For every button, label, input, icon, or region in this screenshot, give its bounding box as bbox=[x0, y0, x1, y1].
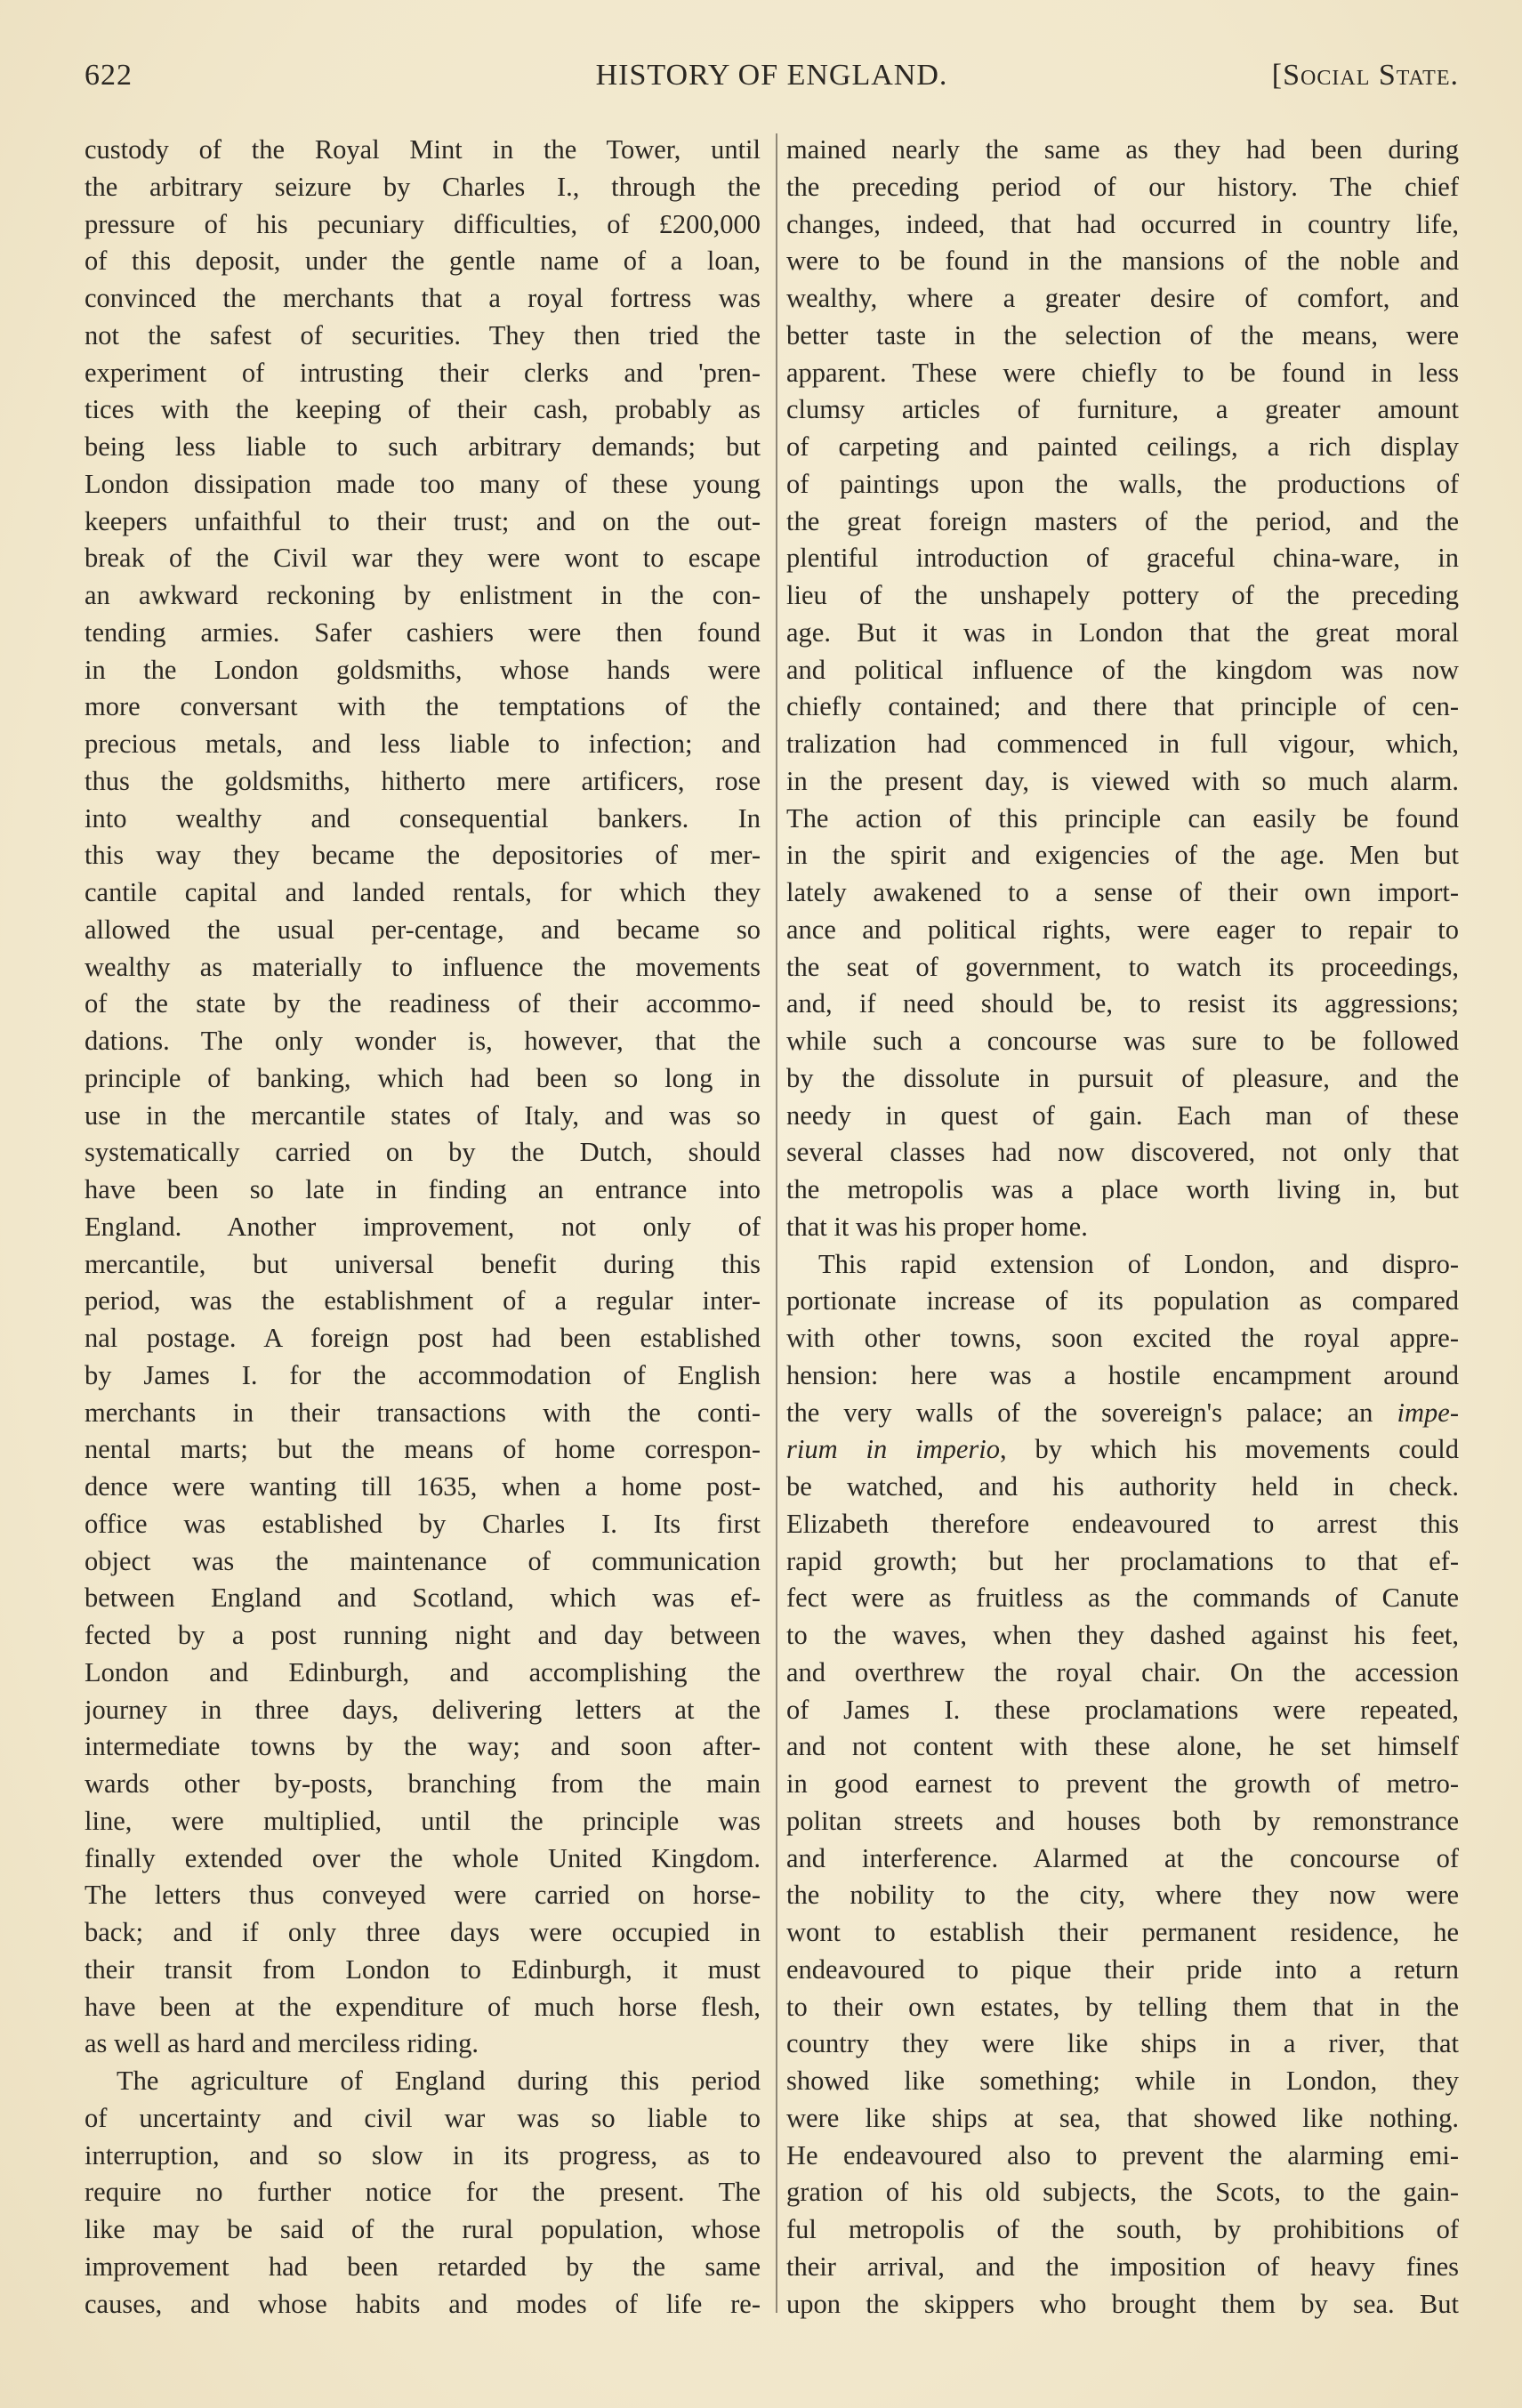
text-line: age. But it was in London that the great moral bbox=[786, 616, 1459, 648]
text-line: Elizabeth therefore endeavoured to arrest this bbox=[786, 1508, 1459, 1539]
text-line: clumsy articles of furniture, a greater amount bbox=[786, 394, 1459, 425]
text-line: experiment of intrusting their clerks and 'pren- bbox=[85, 357, 761, 388]
text-line: wont to establish their permanent residence, he bbox=[786, 1917, 1459, 1947]
text-line: the nobility to the city, where they now were bbox=[786, 1880, 1459, 1911]
text-line: London and Edinburgh, and accomplishing the bbox=[85, 1656, 761, 1687]
text-line: custody of the Royal Mint in the Tower, until bbox=[85, 134, 761, 165]
text-line: as well as hard and merciless riding. bbox=[85, 2028, 479, 2059]
text-line: wealthy as materially to influence the movements bbox=[85, 951, 761, 982]
text-line: being less liable to such arbitrary demands; but bbox=[85, 431, 761, 462]
text-line: in the London goldsmiths, whose hands were bbox=[85, 654, 761, 685]
text-line: The letters thus conveyed were carried on horse- bbox=[85, 1880, 761, 1911]
text-line: the arbitrary seizure by Charles I., through the bbox=[85, 171, 761, 202]
text-line: England. Another improvement, not only of bbox=[85, 1211, 761, 1242]
text-line: period, was the establishment of a regular inter- bbox=[85, 1285, 761, 1317]
text-line: this way they became the depositories of mer- bbox=[85, 840, 761, 871]
text-line: pressure of his pecuniary difficulties, of £200,000 bbox=[85, 208, 761, 239]
text-line: systematically carried on by the Dutch, should bbox=[85, 1137, 761, 1168]
text-line: merchants in their transactions with the conti- bbox=[85, 1397, 761, 1428]
text-line: the great foreign masters of the period, and the bbox=[786, 505, 1459, 536]
text-line: line, were multiplied, until the principle was bbox=[85, 1805, 761, 1836]
text-line: have been at the expenditure of much horse flesh, bbox=[85, 1991, 761, 2022]
text-line: the metropolis was a place worth living in, but bbox=[786, 1174, 1459, 1204]
text-line: fected by a post running night and day between bbox=[85, 1620, 761, 1650]
paragraph bbox=[85, 2063, 761, 2323]
running-title: HISTORY OF ENGLAND. bbox=[595, 59, 948, 92]
text-line: like may be said of the rural population, whose bbox=[85, 2214, 761, 2244]
text-line: not the safest of securities. They then tried the bbox=[85, 319, 761, 350]
running-header bbox=[85, 59, 1459, 100]
text-line: The action of this principle can easily be found bbox=[786, 802, 1459, 834]
paragraph bbox=[786, 132, 1459, 1246]
text-line: and, if need should be, to resist its aggressions; bbox=[786, 988, 1459, 1019]
text-run: , by which his movements could bbox=[999, 1434, 1459, 1465]
text-line: of James I. these proclamations were repeated, bbox=[786, 1694, 1459, 1725]
text-line: upon the skippers who brought them by sea. But bbox=[786, 2288, 1459, 2319]
text-line: of this deposit, under the gentle name of a loan, bbox=[85, 246, 761, 277]
section-title: [Social State. bbox=[1271, 59, 1459, 92]
text-line: several classes had now discovered, not only that bbox=[786, 1137, 1459, 1168]
text-line: portionate increase of its population as compared bbox=[786, 1285, 1459, 1317]
text-line: the seat of government, to watch its proceedings, bbox=[786, 951, 1459, 982]
text-line: mercantile, but universal benefit during this bbox=[85, 1248, 761, 1279]
text-line: gration of his old subjects, the Scots, to the gain- bbox=[786, 2177, 1459, 2208]
text-line: tices with the keeping of their cash, probably as bbox=[85, 394, 761, 425]
text-line: convinced the merchants that a royal fortress was bbox=[85, 283, 761, 313]
text-line: wealthy, where a greater desire of comfort, and bbox=[786, 283, 1459, 313]
text-line: were like ships at sea, that showed like nothing. bbox=[786, 2102, 1459, 2133]
text-line: mained nearly the same as they had been during bbox=[786, 134, 1459, 165]
text-line: back; and if only three days were occupied in bbox=[85, 1917, 761, 1947]
text-line: more conversant with the temptations of the bbox=[85, 691, 761, 722]
text-run: the very walls of the sovereign's palace; an bbox=[786, 1397, 1397, 1428]
text-line: require no further notice for the present. The bbox=[85, 2177, 761, 2208]
text-line: improvement had been retarded by the same bbox=[85, 2251, 761, 2282]
text-line: This rapid extension of London, and dispro- bbox=[818, 1248, 1459, 1279]
text-line: intermediate towns by the way; and soon after- bbox=[85, 1731, 761, 1762]
text-line: their transit from London to Edinburgh, it must bbox=[85, 1953, 761, 1985]
text-line: that it was his proper home. bbox=[786, 1211, 1088, 1242]
text-line: finally extended over the whole United Kingdom. bbox=[85, 1842, 761, 1873]
text-line: object was the maintenance of communication bbox=[85, 1545, 761, 1576]
paragraph bbox=[85, 132, 761, 2063]
text-line: and political influence of the kingdom was now bbox=[786, 654, 1459, 685]
text-line: keepers unfaithful to their trust; and on the out- bbox=[85, 505, 761, 536]
text-line: and interference. Alarmed at the concourse of bbox=[786, 1842, 1459, 1873]
text-line: plentiful introduction of graceful china-ware, in bbox=[786, 543, 1459, 574]
text-line: He endeavoured also to prevent the alarming emi- bbox=[786, 2139, 1459, 2170]
text-line: precious metals, and less liable to infection; and bbox=[85, 729, 761, 759]
text-line: fect were as fruitless as the commands of Canute bbox=[786, 1583, 1459, 1614]
text-line: tralization had commenced in full vigour, which, bbox=[786, 729, 1459, 759]
text-line: allowed the usual per-centage, and became so bbox=[85, 914, 761, 945]
text-line: The agriculture of England during this period bbox=[117, 2066, 761, 2096]
text-line: to the waves, when they dashed against his feet, bbox=[786, 1620, 1459, 1650]
text-line: apparent. These were chiefly to be found in less bbox=[786, 357, 1459, 388]
text-line: cantile capital and landed rentals, for which they bbox=[85, 877, 761, 907]
text-line: politan streets and houses both by remonstrance bbox=[786, 1805, 1459, 1836]
text-line: ance and political rights, were eager to repair to bbox=[786, 914, 1459, 945]
text-line: while such a concourse was sure to be followed bbox=[786, 1026, 1459, 1056]
text-line: of the state by the readiness of their accommo- bbox=[85, 988, 761, 1019]
text-line: needy in quest of gain. Each man of these bbox=[786, 1099, 1459, 1131]
text-line: and overthrew the royal chair. On the accession bbox=[786, 1656, 1459, 1687]
text-line: in the present day, is viewed with so much alarm. bbox=[786, 765, 1459, 796]
text-line: country they were like ships in a river, that bbox=[786, 2028, 1459, 2059]
text-line: dations. The only wonder is, however, that the bbox=[85, 1026, 761, 1056]
text-line: lieu of the unshapely pottery of the preceding bbox=[786, 580, 1459, 610]
text-line: endeavoured to pique their pride into a return bbox=[786, 1953, 1459, 1985]
text-line: wards other by-posts, branching from the main bbox=[85, 1768, 761, 1799]
text-line bbox=[786, 1395, 1459, 1432]
text-line: nental marts; but the means of home correspon- bbox=[85, 1434, 761, 1465]
text-line: and not content with these alone, he set himself bbox=[786, 1731, 1459, 1762]
text-line: in the spirit and exigencies of the age. Men but bbox=[786, 840, 1459, 871]
text-line: causes, and whose habits and modes of life re- bbox=[85, 2288, 761, 2319]
text-line: better taste in the selection of the means, were bbox=[786, 319, 1459, 350]
text-line bbox=[786, 1431, 1459, 1469]
page-number: 622 bbox=[85, 59, 133, 92]
text-line: office was established by Charles I. Its first bbox=[85, 1508, 761, 1539]
text-line: rapid growth; but her proclamations to that ef- bbox=[786, 1545, 1459, 1576]
text-line: dence were wanting till 1635, when a home post- bbox=[85, 1471, 761, 1502]
text-line: be watched, and his authority held in check. bbox=[786, 1471, 1459, 1502]
italic-text: impe- bbox=[1397, 1397, 1459, 1428]
text-line: ful metropolis of the south, by prohibitions of bbox=[786, 2214, 1459, 2244]
text-line: between England and Scotland, which was ef- bbox=[85, 1583, 761, 1614]
text-line: lately awakened to a sense of their own import- bbox=[786, 877, 1459, 907]
text-line: by James I. for the accommodation of English bbox=[85, 1359, 761, 1390]
text-line: thus the goldsmiths, hitherto mere artificers, rose bbox=[85, 765, 761, 796]
text-line: an awkward reckoning by enlistment in the con- bbox=[85, 580, 761, 610]
text-line: journey in three days, delivering letters at the bbox=[85, 1694, 761, 1725]
text-line: of carpeting and painted ceilings, a rich display bbox=[786, 431, 1459, 462]
text-line: interruption, and so slow in its progress, as to bbox=[85, 2139, 761, 2170]
text-line: London dissipation made too many of these young bbox=[85, 468, 761, 499]
text-line: principle of banking, which had been so long in bbox=[85, 1062, 761, 1093]
paragraph bbox=[786, 1246, 1459, 2323]
text-line: have been so late in finding an entrance into bbox=[85, 1174, 761, 1204]
text-line: changes, indeed, that had occurred in country life, bbox=[786, 208, 1459, 239]
text-line: in good earnest to prevent the growth of metro- bbox=[786, 1768, 1459, 1799]
text-line: of paintings upon the walls, the productions of bbox=[786, 468, 1459, 499]
text-line: the preceding period of our history. The chief bbox=[786, 171, 1459, 202]
column-divider bbox=[776, 133, 777, 2313]
text-line: showed like something; while in London, they bbox=[786, 2066, 1459, 2096]
right-column bbox=[786, 132, 1459, 2323]
italic-text: rium in imperio bbox=[786, 1434, 1000, 1465]
text-line: into wealthy and consequential bankers. In bbox=[85, 802, 761, 834]
text-line: chiefly contained; and there that principle of cen- bbox=[786, 691, 1459, 722]
text-line: of uncertainty and civil war was so liable to bbox=[85, 2102, 761, 2133]
text-line: with other towns, soon excited the royal appre- bbox=[786, 1323, 1459, 1353]
text-line: break of the Civil war they were wont to escape bbox=[85, 543, 761, 574]
text-line: were to be found in the mansions of the noble and bbox=[786, 246, 1459, 277]
text-line: their arrival, and the imposition of heavy fines bbox=[786, 2251, 1459, 2282]
text-line: nal postage. A foreign post had been established bbox=[85, 1323, 761, 1353]
left-column bbox=[85, 132, 761, 2323]
text-line: by the dissolute in pursuit of pleasure, and the bbox=[786, 1062, 1459, 1093]
text-line: use in the mercantile states of Italy, and was so bbox=[85, 1099, 761, 1131]
text-line: hension: here was a hostile encampment around bbox=[786, 1359, 1459, 1390]
text-line: to their own estates, by telling them that in the bbox=[786, 1991, 1459, 2022]
text-line: tending armies. Safer cashiers were then found bbox=[85, 616, 761, 648]
